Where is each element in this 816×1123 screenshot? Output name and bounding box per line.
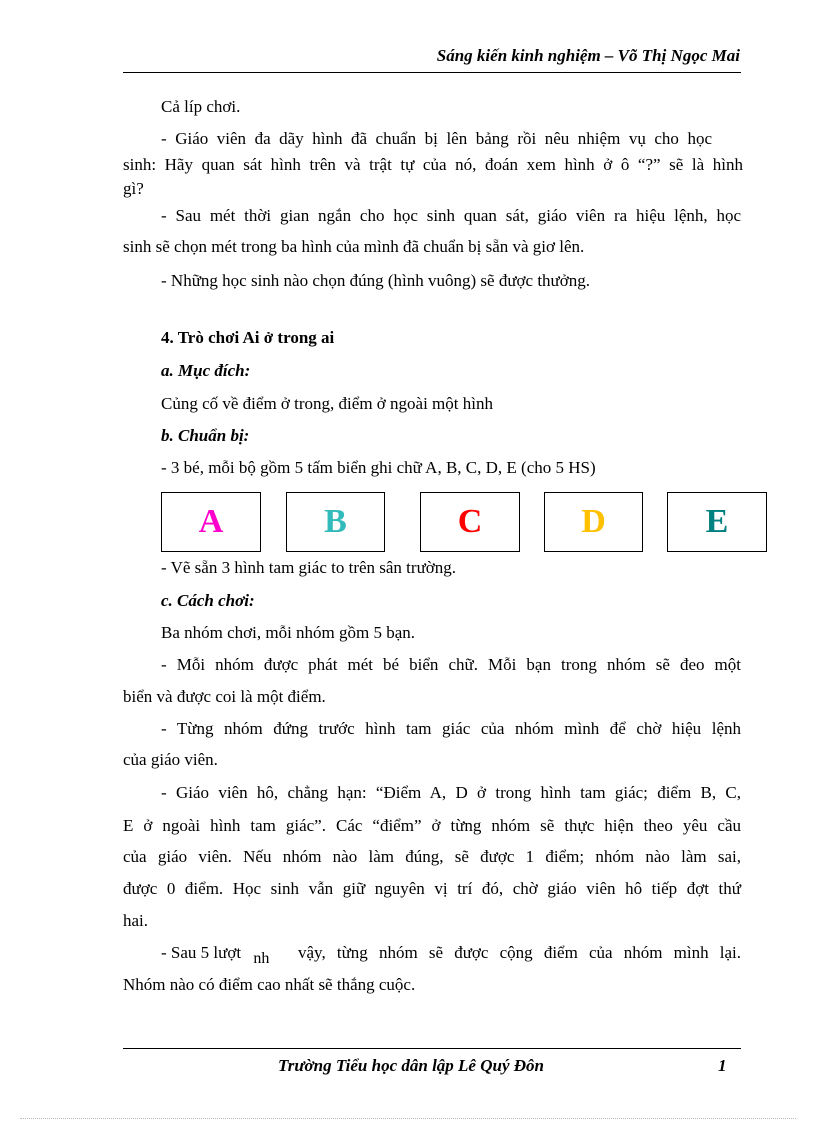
text-run-subscript: nh — [253, 950, 270, 967]
letter-card-d — [544, 492, 643, 552]
paragraph-line: Nhóm nào có điểm cao nhất sẽ thắng cuộc. — [123, 975, 416, 994]
letter-card-e — [667, 492, 767, 552]
letter-card-b — [286, 492, 385, 552]
paragraph-line: - Mỗi nhóm được phát mét bé biển chữ. Mỗi bạn trong nhóm sẽ đeo một — [161, 655, 741, 674]
paragraph-line: hai. — [123, 911, 149, 930]
page-number: 1 — [718, 1056, 727, 1075]
paragraph-line — [161, 942, 269, 965]
subsection-heading: a. Mục đích: — [161, 361, 251, 380]
subsection-heading: c. Cách chơi: — [161, 591, 255, 610]
paragraph-line: được 0 điểm. Học sinh vẫn giữ nguyên vị trí đó, chờ giáo viên hô tiếp đợt thứ — [123, 879, 741, 898]
letter-card-c — [420, 492, 520, 552]
paragraph-line: Củng cố về điểm ở trong, điểm ở ngoài một hình — [161, 394, 493, 413]
paragraph-line: - Vẽ sẵn 3 hình tam giác to trên sân trường. — [161, 558, 457, 577]
paragraph-line: - Giáo viên đa dãy hình đã chuẩn bị lên bảng rồi nêu nhiệm vụ cho học — [161, 129, 712, 148]
paragraph-line: biển và được coi là một điểm. — [123, 687, 326, 706]
header-rule — [123, 72, 741, 73]
letter-card-a — [161, 492, 261, 552]
paragraph-line: - 3 bé, mỗi bộ gồm 5 tấm biển ghi chữ A, B, C, D, E (cho 5 HS) — [161, 458, 596, 477]
paragraph-line: gì? — [123, 179, 144, 198]
paragraph-line: E ở ngoài hình tam giác”. Các “điểm” ở từng nhóm sẽ thực hiện theo yêu cầu — [123, 816, 741, 835]
paragraph-line: - Giáo viên hô, chẳng hạn: “Điểm A, D ở trong hình tam giác; điểm B, C, — [161, 783, 741, 802]
card-letter: B — [324, 503, 347, 540]
paragraph-line: - Sau mét thời gian ngắn cho học sinh quan sát, giáo viên ra hiệu lệnh, học — [161, 206, 741, 225]
subsection-heading: b. Chuẩn bị: — [161, 426, 250, 445]
card-letter: C — [457, 503, 483, 540]
paragraph-line: sinh: Hãy quan sát hình trên và trật tự của nó, đoán xem hình ở ô “?” sẽ là hình — [123, 155, 743, 174]
paragraph-line: vậy, từng nhóm sẽ được cộng điểm của nhóm mình lại. — [298, 943, 741, 962]
paragraph-line: của giáo viên. Nếu nhóm nào làm đúng, sẽ được 1 điểm; nhóm nào làm sai, — [123, 847, 741, 866]
page-bottom-border — [20, 1118, 796, 1119]
paragraph-line: - Những học sinh nào chọn đúng (hình vuông) sẽ được thưởng. — [161, 271, 591, 290]
paragraph-line: sinh sẽ chọn mét trong ba hình của mình đã chuẩn bị sẵn và giơ lên. — [123, 237, 585, 256]
card-letter: A — [198, 503, 224, 540]
footer-rule — [123, 1048, 741, 1049]
paragraph-line: Cả líp chơi. — [161, 97, 241, 116]
paragraph-line: - Từng nhóm đứng trước hình tam giác của nhóm mình để chờ hiệu lệnh — [161, 719, 741, 738]
card-letter: D — [581, 503, 606, 540]
card-letter: E — [705, 503, 729, 540]
section-heading: 4. Trò chơi Ai ở trong ai — [161, 328, 335, 347]
footer-school-name: Trường Tiểu học dân lập Lê Quý Đôn — [278, 1056, 544, 1075]
page-header-title: Sáng kiến kinh nghiệm – Võ Thị Ngọc Mai — [436, 46, 740, 65]
paragraph-line: Ba nhóm chơi, mỗi nhóm gồm 5 bạn. — [161, 623, 416, 642]
paragraph-line: của giáo viên. — [123, 750, 218, 769]
text-run: - Sau 5 lượt — [161, 943, 242, 962]
